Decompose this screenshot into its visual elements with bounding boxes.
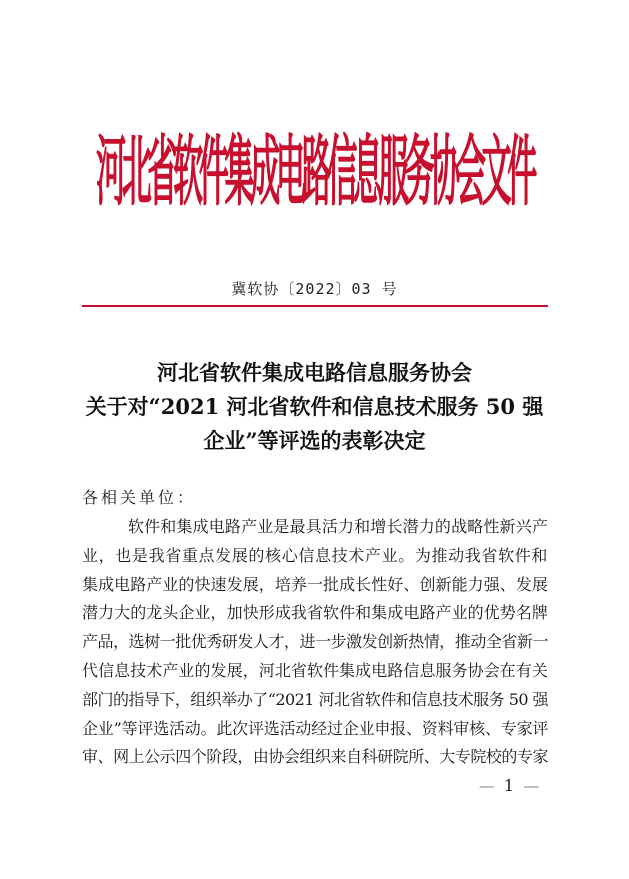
title-line-2: 关于对“2021 河北省软件和信息技术服务 50 强	[85, 394, 544, 419]
page-number	[470, 776, 550, 795]
body-line: 代信息技术产业的发展，河北省软件集成电路信息服务协会在有关	[82, 660, 549, 680]
salutation: 各相关单位：	[82, 488, 197, 507]
title-line-1: 河北省软件集成电路信息服务协会	[157, 360, 472, 385]
body-line: 集成电路产业的快速发展，培养一批成长性好、创新能力强、发展	[82, 574, 549, 594]
red-divider-line	[82, 305, 548, 307]
body-line: 业，也是我省重点发展的核心信息技术产业。为推动我省软件和	[82, 545, 549, 565]
document-body	[82, 482, 548, 772]
page-number-value: 1	[503, 776, 517, 795]
body-line: 产品，选树一批优秀研发人才，进一步激发创新热情，推动全省新一	[82, 632, 549, 652]
body-line: 企业”等评选活动。此次评选活动经过企业申报、资料审核、专家评	[82, 718, 549, 738]
body-line: 潜力大的龙头企业，加快形成我省软件和集成电路产业的优势名牌	[82, 603, 549, 623]
red-header-title: 河北省软件集成电路信息服务协会文件	[96, 129, 533, 219]
body-line: 审、网上公示四个阶段，由协会组织来自科研院所、大专院校的专家	[82, 747, 549, 767]
document-number: 冀软协〔2022〕03 号	[231, 280, 398, 298]
page-number-dash-right: —	[523, 776, 542, 795]
document-title	[60, 356, 569, 458]
body-line: 软件和集成电路产业是最具活力和增长潜力的战略性新兴产	[128, 517, 549, 536]
page-number-dash-left: —	[478, 776, 497, 795]
body-line: 部门的指导下，组织举办了“2021 河北省软件和信息技术服务 50 强	[82, 689, 548, 709]
title-line-3: 企业”等评选的表彰决定	[203, 428, 426, 453]
